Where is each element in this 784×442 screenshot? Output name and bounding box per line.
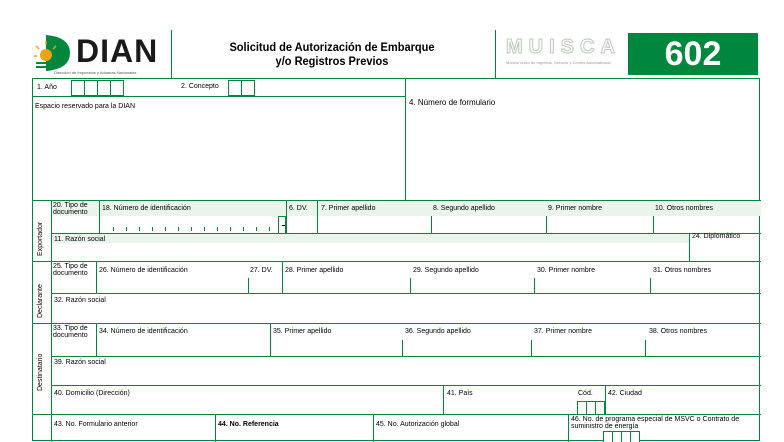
field-18-label: 18. Número de identificación [102,205,191,212]
field-27-label: 27. DV. [250,267,273,274]
form-number-label: 4. Número de formulario [409,98,496,107]
country-code-box-3[interactable] [595,401,605,414]
concept-box-1[interactable] [228,80,242,96]
field-30-label: 30. Primer nombre [537,267,595,274]
field-31-label: 31. Otros nombres [653,267,711,274]
field-44-label: 44. No. Referencia [218,421,279,428]
muisca-box [495,30,626,78]
destinatario-section-label: Destinatario [37,353,44,391]
field-39-label: 39. Razón social [54,359,106,366]
form-number-badge [628,33,758,75]
year-box-2[interactable] [84,80,98,96]
field-26-label: 26. Número de identificación [99,267,188,274]
form-title [185,40,479,68]
declarante-section-label: Declarante [37,284,44,318]
field-20-label: 20. Tipo de documento [53,202,88,216]
field-37-label: 37. Primer nombre [534,328,592,335]
year-box-3[interactable] [97,80,111,96]
field-35-label: 35. Primer apellido [273,328,332,335]
field-6-label: 6. DV. [289,205,308,212]
field-9-label: 9. Primer nombre [548,205,603,212]
header [32,30,760,78]
logo-text: DIAN [76,33,159,69]
title-line-2: y/o Registros Previos [275,54,389,68]
field-32-label: 32. Razón social [54,297,106,304]
program-box-4[interactable] [630,431,640,442]
field-40-label: 40. Domicilio (Dirección) [54,390,130,397]
cod-label: Cód. [578,390,593,397]
year-box-1[interactable] [71,80,85,96]
field-10-label: 10. Otros nombres [655,205,713,212]
logo-tagline: Dirección de Impuestos y Aduanas Nacionales [54,70,137,75]
title-line-1: Solicitud de Autorización de Embarque [229,40,435,54]
field-45-label: 45. No. Autorización global [376,421,460,428]
field-29-label: 29. Segundo apellido [413,267,479,274]
field-42-label: 42. Ciudad [608,390,642,397]
field-25-label: 25. Tipo de documento [53,263,88,277]
dian-logo-icon [34,33,74,73]
field-36-label: 36. Segundo apellido [405,328,471,335]
field-24-label: 24. Diplomático [692,233,741,240]
field-8-label: 8. Segundo apellido [433,205,495,212]
concept-box-2[interactable] [241,80,255,96]
year-label: 1. Año [37,84,57,91]
exportador-section-label: Exportador [37,221,44,256]
form-body [32,78,760,441]
concept-label: 2. Concepto [181,83,219,90]
field-38-label: 38. Otros nombres [649,328,707,335]
reserved-label: Espacio reservado para la DIAN [35,103,135,110]
field-33-label: 33. Tipo de documento [53,325,88,339]
year-box-4[interactable] [110,80,124,96]
form-number: 602 [664,35,722,73]
field-34-label: 34. Número de identificación [99,328,188,335]
muisca-logo: MUISCA [506,36,621,58]
field-28-label: 28. Primer apellido [285,267,344,274]
field-43-label: 43. No. Formulario anterior [54,421,138,428]
muisca-caption: Modelo único de Ingresos, Servicio y Control Automatizado [506,60,611,65]
field-11-label: 11. Razón social [54,236,106,243]
field-41-label: 41. País [447,390,473,397]
field-46-label: 46. No. de programa especial de MSVC o Contrato de suministro de energía [571,416,740,430]
field-7-label: 7. Primer apellido [321,205,376,212]
